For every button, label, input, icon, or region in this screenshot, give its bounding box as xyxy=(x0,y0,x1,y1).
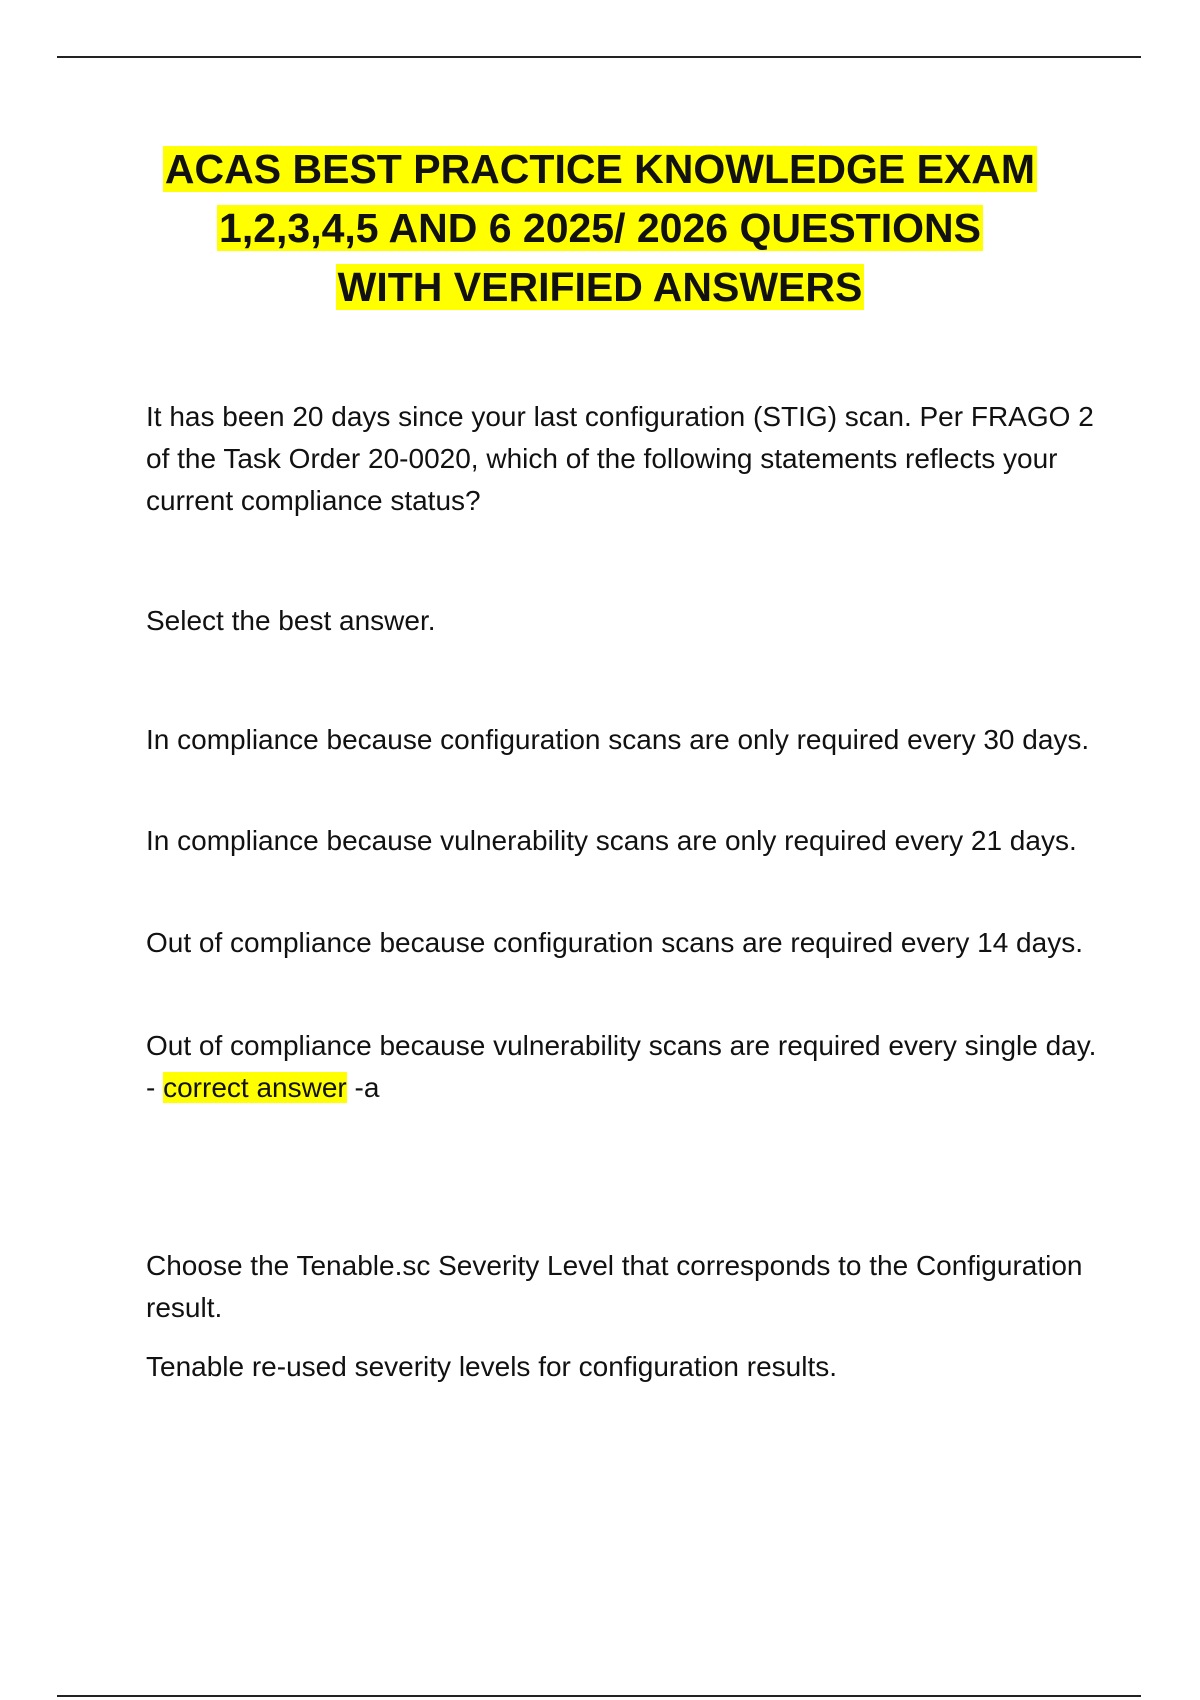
question-1-instruction: Select the best answer. xyxy=(146,605,436,636)
option-3: Out of compliance because configuration scans are required every 14 days. xyxy=(146,927,1083,958)
option-4 xyxy=(146,1025,1101,1109)
question-1-text: It has been 20 days since your last configuration (STIG) scan. Per FRAGO 2 of the Task Order 20-0020, which of the following statements reflects your current compliance status? xyxy=(146,401,1094,516)
option-2: In compliance because vulnerability scans are only required every 21 days. xyxy=(146,825,1077,856)
document-title xyxy=(0,140,1200,317)
header-rule xyxy=(57,56,1141,58)
footer-rule xyxy=(57,1695,1141,1697)
question-2-answer: Tenable re-used severity levels for configuration results. xyxy=(146,1351,838,1382)
option-4-text: Out of compliance because vulnerability scans are required every single day. - xyxy=(146,1030,1097,1103)
title-line-3: WITH VERIFIED ANSWERS xyxy=(337,264,863,310)
option-1: In compliance because configuration scans are only required every 30 days. xyxy=(146,724,1090,755)
title-line-2: 1,2,3,4,5 AND 6 2025/ 2026 QUESTIONS xyxy=(219,205,981,251)
question-2-text: Choose the Tenable.sc Severity Level that corresponds to the Configuration result. xyxy=(146,1250,1083,1323)
correct-answer-highlight: correct answer xyxy=(163,1072,347,1103)
answer-letter: -a xyxy=(346,1072,380,1103)
title-line-1: ACAS BEST PRACTICE KNOWLEDGE EXAM xyxy=(164,146,1036,192)
